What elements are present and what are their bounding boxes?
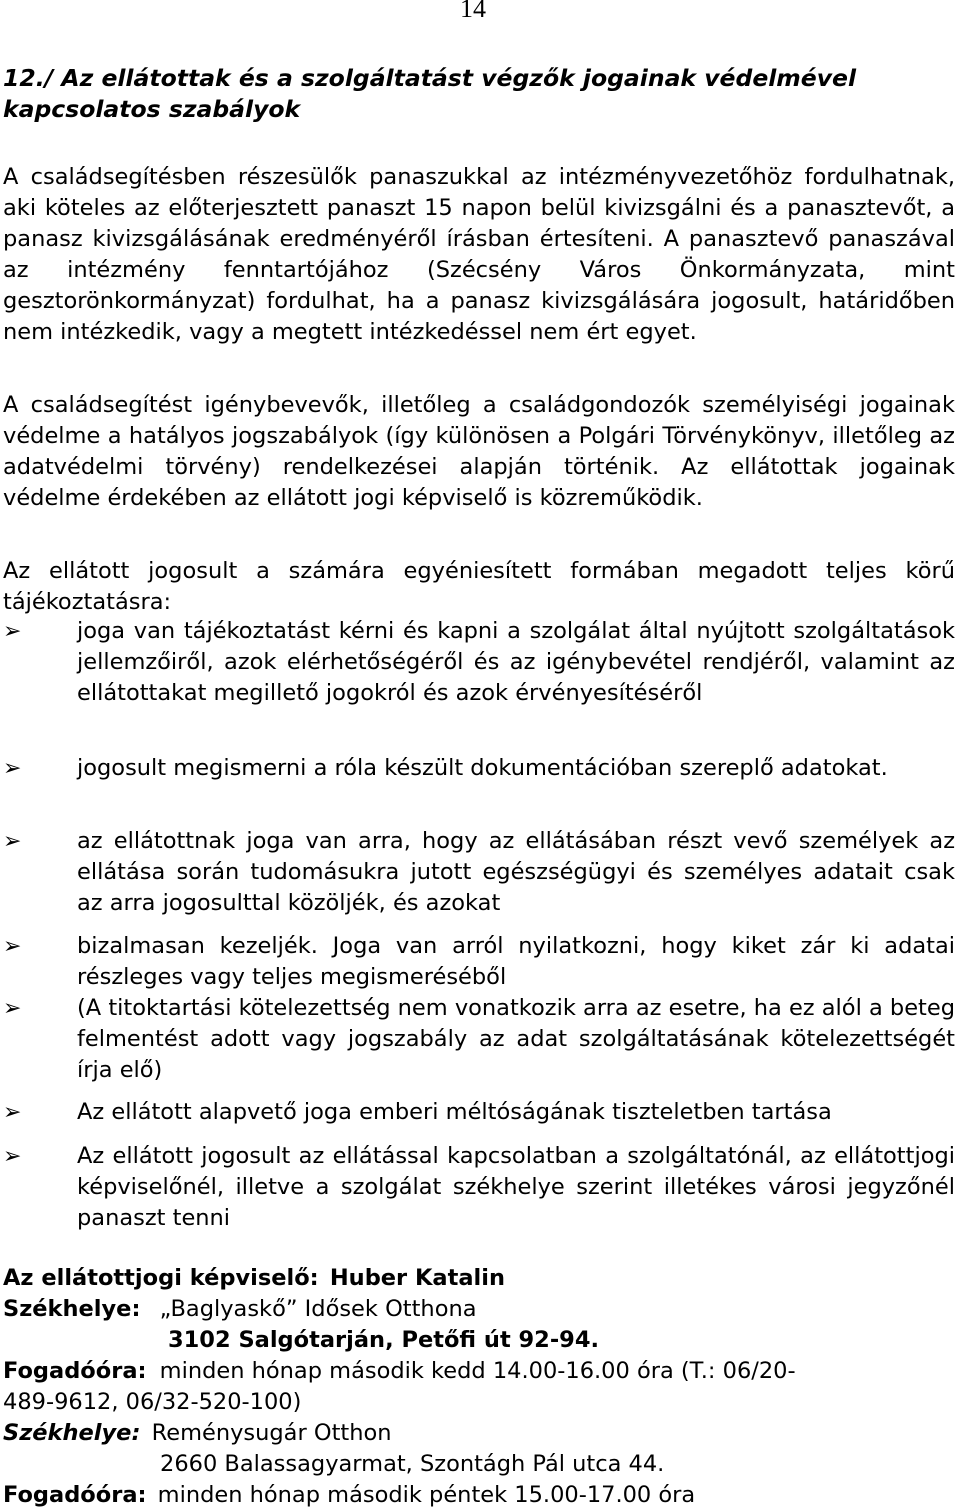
hours-line-2 xyxy=(3,1480,958,1511)
list-item-text: joga van tájékoztatást kérni és kapni a szolgálat által nyújtott szolgáltatások jellemzőiről, azok elérhetőségéről és az igénybevétel rendjéről, valamint az ellátottakat megillető jogokról és azok érvényesítéséről xyxy=(77,618,955,706)
representative-name: Huber Katalin xyxy=(329,1265,505,1291)
seat-name-1: „Baglyaskő” Idősek Otthona xyxy=(159,1296,477,1322)
list-item-text: Az ellátott jogosult az ellátással kapcsolatban a szolgáltatónál, az ellátottjogi képviselőnél, illetve a szolgálat székhelye szerint illetékes városi jegyzőnél panaszt tenni xyxy=(77,1143,955,1231)
hours-label-2: Fogadóóra: xyxy=(3,1482,147,1508)
paragraph-complaints: A családsegítésben részesülők panaszukkal az intézményvezetőhöz fordulhatnak, aki köteles az előterjesztett panaszt 15 napon belül kivizsgálni és a panasztevőt, a panasz kivizsgálásának eredményéről írásban értesíteni. A panasztevő panaszával az intézmény fenntartójához (Szécsény Város Önkormányzata, mint gesztorönkormányzat) fordulhat, ha a panasz kivizsgálására jogosult, határidőben nem intézkedik, vagy a megtett intézkedéssel nem ért egyet. xyxy=(3,164,955,345)
section-heading: 12./ Az ellátottak és a szolgáltatást végzők jogainak védelmével kapcsolatos szabályok xyxy=(3,64,857,123)
seat-name-2: Reménysugár Otthon xyxy=(151,1420,392,1446)
seat-label-2: Székhelye: xyxy=(3,1420,141,1446)
arrow-bullet-icon: ➢ xyxy=(3,996,22,1021)
representative-line xyxy=(3,1263,958,1294)
seat-line-1 xyxy=(3,1294,958,1325)
arrow-bullet-icon: ➢ xyxy=(3,829,22,854)
paragraph-information-right: Az ellátott jogosult a számára egyéniesített formában megadott teljes körű tájékoztatásra: xyxy=(3,558,955,615)
representative-label: Az ellátottjogi képviselő: xyxy=(3,1265,319,1291)
page-number: 14 xyxy=(460,0,486,23)
hours-label-1: Fogadóóra: xyxy=(3,1358,147,1384)
hours-text-1-cont: 489-9612, 06/32-520-100) xyxy=(3,1389,302,1415)
seat-label-1: Székhelye: xyxy=(3,1296,141,1322)
arrow-bullet-icon: ➢ xyxy=(3,756,22,781)
arrow-bullet-icon: ➢ xyxy=(3,1144,22,1169)
list-item-text: (A titoktartási kötelezettség nem vonatkozik arra az esetre, ha ez alól a beteg felmentést adott vagy jogszabály az adat szolgáltatásának kötelezettségét írja elő) xyxy=(77,995,955,1083)
arrow-bullet-icon: ➢ xyxy=(3,1100,22,1125)
seat-address-2: 2660 Balassagyarmat, Szontágh Pál utca 44. xyxy=(160,1451,665,1477)
list-item-text: jogosult megismerni a róla készült dokumentációban szereplő adatokat. xyxy=(77,755,888,781)
paragraph-rights-protection: A családsegítést igénybevevők, illetőleg a családgondozók személyiségi jogainak védelme a hatályos jogszabályok (így különösen a Polgári Törvénykönyv, illetőleg az adatvédelmi törvény) rendelkezései alapján történik. Az ellátottak jogainak védelme érdekében az ellátott jogi képviselő is közreműködik. xyxy=(3,392,955,511)
hours-line-1 xyxy=(3,1356,958,1387)
list-item-text: Az ellátott alapvető joga emberi méltóságának tiszteletben tartása xyxy=(77,1099,832,1125)
hours-text-1: minden hónap második kedd 14.00-16.00 óra (T.: 06/20- xyxy=(159,1358,796,1384)
hours-text-2: minden hónap második péntek 15.00-17.00 óra xyxy=(157,1482,696,1508)
arrow-bullet-icon: ➢ xyxy=(3,619,22,644)
arrow-bullet-icon: ➢ xyxy=(3,934,22,959)
seat-line-2 xyxy=(3,1418,958,1449)
list-item-text: az ellátottnak joga van arra, hogy az ellátásában részt vevő személyek az ellátása során tudomásukra jutott egészségügyi és személyes adatait csak az arra jogosulttal közöljék, és azokat xyxy=(77,828,955,916)
list-item-text: bizalmasan kezeljék. Joga van arról nyilatkozni, hogy kiket zár ki adatai részleges vagy teljes megismeréséből xyxy=(77,933,955,990)
seat-address-1: 3102 Salgótarján, Petőfi út 92-94. xyxy=(168,1327,600,1353)
